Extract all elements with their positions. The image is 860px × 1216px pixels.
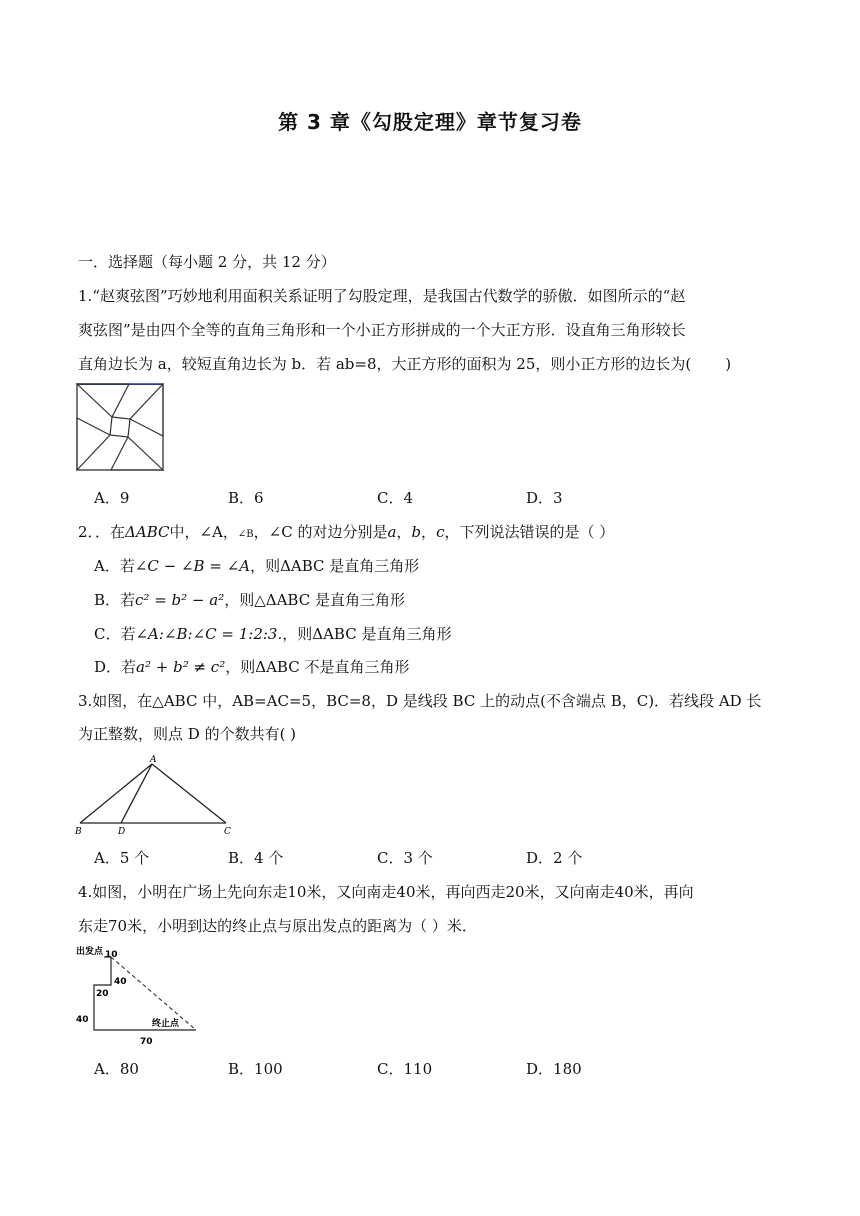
label-d: D [118, 827, 126, 837]
q2-sep-1: ， [396, 523, 412, 541]
q1-text-line-3-body: 直角边长为 a，较短直角边长为 b．若 ab=8，大正方形的面积为 25，则小正方形的边长为( [78, 355, 692, 373]
q3-option-d[interactable]: D．2 个 [526, 849, 583, 867]
q2-option-d-tail: ，则ΔABC 不是直角三角形 [225, 658, 410, 676]
q2-option-b-tail: ，则△ΔABC 是直角三角形 [224, 591, 405, 609]
q2-angle-c: ，∠C 的对边分别是 [253, 523, 388, 541]
length-10-label: 10 [105, 950, 118, 960]
q2-option-a[interactable] [94, 556, 419, 576]
q2-option-c-math: ∠A:∠B:∠C = 1:2:3. [135, 625, 283, 643]
segment-ab [80, 764, 152, 823]
segment-ac [152, 764, 226, 823]
q1-text-line-1: 1.“赵爽弦图”巧妙地利用面积关系证明了勾股定理，是我国古代数学的骄傲．如图所示的“赵 [78, 287, 686, 305]
q4-text-line-1: 4.如图，小明在广场上先向东走10米，又向南走40米，再向西走20米，又向南走40米，再向 [78, 883, 694, 901]
length-70-label: 70 [140, 1037, 153, 1047]
walking-path [94, 957, 196, 1030]
q4-option-a[interactable]: A．80 [94, 1060, 139, 1078]
q3-option-a[interactable]: A．5 个 [94, 849, 150, 867]
q2-sep-2: ， [421, 523, 437, 541]
start-label: 出发点 [76, 947, 104, 957]
q2-option-d-label: D．若 [94, 658, 137, 676]
q3-option-c[interactable]: C．3 个 [377, 849, 433, 867]
page-title: 第 3 章《勾股定理》章节复习卷 [278, 110, 582, 134]
q2-option-b-math: c² = b² − a² [135, 591, 225, 609]
q1-text-line-3 [78, 354, 731, 374]
q3-option-b[interactable]: B．4 个 [228, 849, 284, 867]
label-b: B [75, 827, 82, 837]
q2-option-c[interactable] [94, 624, 451, 644]
q2-angle-a: 中，∠A， [169, 523, 238, 541]
q1-text-line-2: 爽弦图”是由四个全等的直角三角形和一个小正方形拼成的一个大正方形．设直角三角形较长 [78, 321, 686, 339]
q1-option-d[interactable]: D．3 [526, 489, 563, 507]
q4-option-d[interactable]: D．180 [526, 1060, 582, 1078]
q2-option-a-math: ∠C − ∠B = ∠A [134, 557, 251, 575]
q4-text-line-2: 东走70米，小明到达的终止点与原出发点的距离为（ ）米． [78, 917, 477, 935]
segment-ad [121, 764, 152, 823]
zhao-shuang-diagram [76, 383, 166, 473]
q4-option-c[interactable]: C．110 [377, 1060, 433, 1078]
q2-angle-b: ∠B [237, 529, 254, 540]
q2-stem-suffix: ，下列说法错误的是（ ） [444, 523, 615, 541]
q2-stem [78, 522, 614, 545]
q2-option-d[interactable] [94, 657, 409, 677]
label-a: A [150, 755, 157, 765]
q1-option-b[interactable]: B．6 [228, 489, 264, 507]
q2-var-c: c [436, 523, 445, 541]
q2-var-b: b [411, 523, 422, 541]
length-40-lower-label: 40 [76, 1015, 89, 1025]
q1-option-a[interactable]: A．9 [94, 489, 130, 507]
length-20-label: 20 [96, 989, 109, 999]
q2-option-c-label: C．若 [94, 625, 136, 643]
q2-var-a: a [387, 523, 397, 541]
q2-stem-prefix: 2．．在 [78, 523, 126, 541]
triangle-abc-figure [74, 752, 244, 838]
q2-option-a-label: A．若 [94, 557, 135, 575]
path-figure [74, 944, 204, 1048]
q3-text-line-1: 3.如图，在△ABC 中，AB=AC=5，BC=8，D 是线段 BC 上的动点(不含端点 B，C)．若线段 AD 长 [78, 692, 762, 710]
q2-option-b-label: B．若 [94, 591, 136, 609]
triangle-top [77, 384, 129, 417]
end-label: 终止点 [152, 1019, 180, 1029]
q2-option-c-tail: ，则ΔABC 是直角三角形 [282, 625, 452, 643]
q3-text-line-2: 为正整数，则点 D 的个数共有( ) [78, 725, 297, 743]
q2-option-d-math: a² + b² ≠ c² [136, 658, 226, 676]
q4-option-b[interactable]: B．100 [228, 1060, 283, 1078]
triangle-left [77, 418, 110, 470]
triangle-right [130, 384, 163, 436]
section-heading: 一．选择题（每小题 2 分，共 12 分） [78, 253, 336, 271]
label-c: C [224, 827, 231, 837]
q2-option-b[interactable] [94, 590, 405, 610]
q2-triangle-name: ΔABC [125, 523, 170, 541]
q2-option-a-tail: ，则ΔABC 是直角三角形 [250, 557, 420, 575]
q1-close-paren: ) [725, 355, 732, 373]
triangle-bottom [111, 437, 163, 470]
q1-option-c[interactable]: C．4 [377, 489, 414, 507]
length-40-upper-label: 40 [114, 977, 127, 987]
inner-square [110, 417, 130, 437]
